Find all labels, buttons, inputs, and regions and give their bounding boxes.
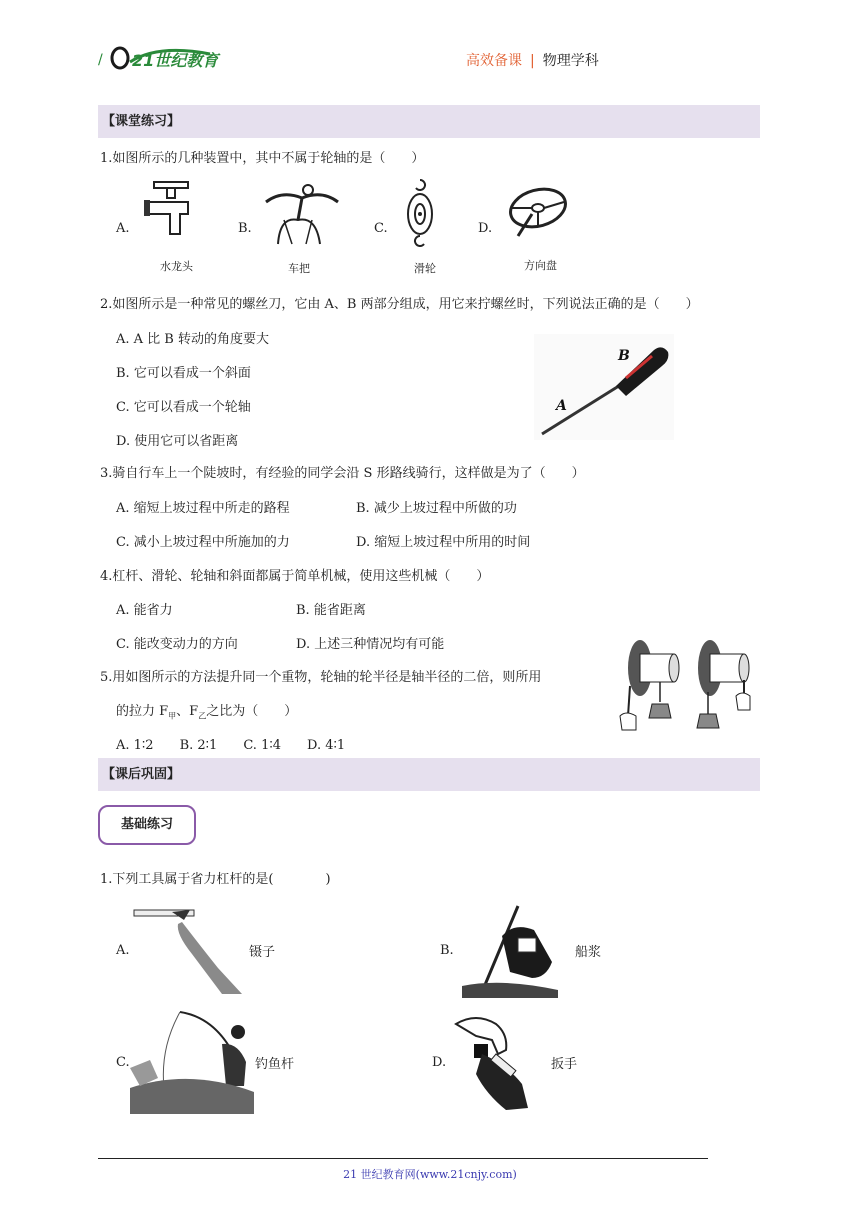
svg-text:A: A [556,398,567,414]
b1-option-c-label: 钓鱼杆 [255,1057,295,1072]
q2-option-a: A. A 比 B 转动的角度要大 [116,332,269,347]
header-right [466,50,599,70]
q4-option-c: C. 能改变动力的方向 [116,637,238,652]
b1-option-a-label: 镊子 [249,945,276,960]
fishing-rod-image [130,1008,254,1114]
b1-option-c-letter: C. [116,1055,130,1070]
header-divider: | [530,53,535,69]
svg-text:21世纪教育: 21世纪教育 [132,51,219,70]
pulley-image [400,178,440,258]
q3-option-d: D. 缩短上坡过程中所用的时间 [356,535,531,550]
q5-options: A. 1∶2 B. 2∶1 C. 1∶4 D. 4∶1 [116,738,346,753]
q2-option-d: D. 使用它可以省距离 [116,434,239,449]
question-1-text: 1.如图所示的几种装置中，其中不属于轮轴的是（ ） [100,151,425,166]
steering-wheel-image [504,184,570,240]
question-5-text: 5.用如图所示的方法提升同一个重物，轮轴的轮半径是轴半径的二倍，则所用 [100,670,542,685]
header-subject: 物理学科 [542,53,599,69]
q1-option-c-letter: C. [374,221,388,236]
basic-practice-badge: 基础练习 [98,805,196,845]
faucet-image [140,180,200,245]
q1-option-a-letter: A. [116,221,130,236]
b1-option-d-label: 扳手 [551,1057,578,1072]
footer-divider [98,1158,708,1159]
subscript-jia: 甲 [168,711,177,721]
section-title-homework: 【课后巩固】 [98,758,760,791]
homework-question-1-text: 1.下列工具属于省力杠杆的是( ) [100,872,331,887]
footer-text: 21 世纪教育网(www.21cnjy.com) [343,1168,517,1181]
q4-option-b: B. 能省距离 [296,603,366,618]
paddle-image [462,902,562,998]
subscript-yi: 乙 [198,711,207,721]
site-logo [98,40,238,74]
q1-option-b-letter: B. [238,221,252,236]
screwdriver-image [534,334,674,440]
wrench-image [446,1014,536,1112]
svg-text:/: / [98,52,103,68]
question-3-text: 3.骑自行车上一个陡坡时，有经验的同学会沿 S 形路线骑行，这样做是为了（ ） [100,466,585,481]
question-4-text: 4.杠杆、滑轮、轮轴和斜面都属于简单机械，使用这些机械（ ） [100,569,490,584]
question-2-text: 2.如图所示是一种常见的螺丝刀，它由 A、B 两部分组成，用它来拧螺丝时，下列说法正确的是（ ） [100,297,699,312]
b1-option-a-letter: A. [116,943,130,958]
tweezers-image [132,908,248,998]
question-5-text-line2: 的拉力 $F_甲$、$F_乙$之比为（ ） [116,704,298,721]
q3-option-a: A. 缩短上坡过程中所走的路程 [116,501,290,516]
q4-option-a: A. 能省力 [116,603,173,618]
svg-text:B: B [618,348,630,364]
q4-option-d: D. 上述三种情况均有可能 [296,637,445,652]
q2-option-c: C. 它可以看成一个轮轴 [116,400,251,415]
q3-option-b: B. 减少上坡过程中所做的功 [356,501,517,516]
header-highlight: 高效备课 [466,53,522,69]
section-title-classwork: 【课堂练习】 [98,105,760,138]
q3-option-c: C. 减小上坡过程中所施加的力 [116,535,290,550]
pulley-caption: 滑轮 [414,262,436,275]
handlebar-image [262,180,342,250]
faucet-caption: 水龙头 [160,260,193,273]
b1-option-d-letter: D. [432,1055,447,1070]
wheel-axle-image [616,636,756,736]
b1-option-b-letter: B. [440,943,454,958]
q1-option-d-letter: D. [478,221,493,236]
handlebar-caption: 车把 [288,262,310,275]
b1-option-b-label: 船浆 [575,945,602,960]
q2-option-b: B. 它可以看成一个斜面 [116,366,251,381]
steering-wheel-caption: 方向盘 [524,259,557,272]
